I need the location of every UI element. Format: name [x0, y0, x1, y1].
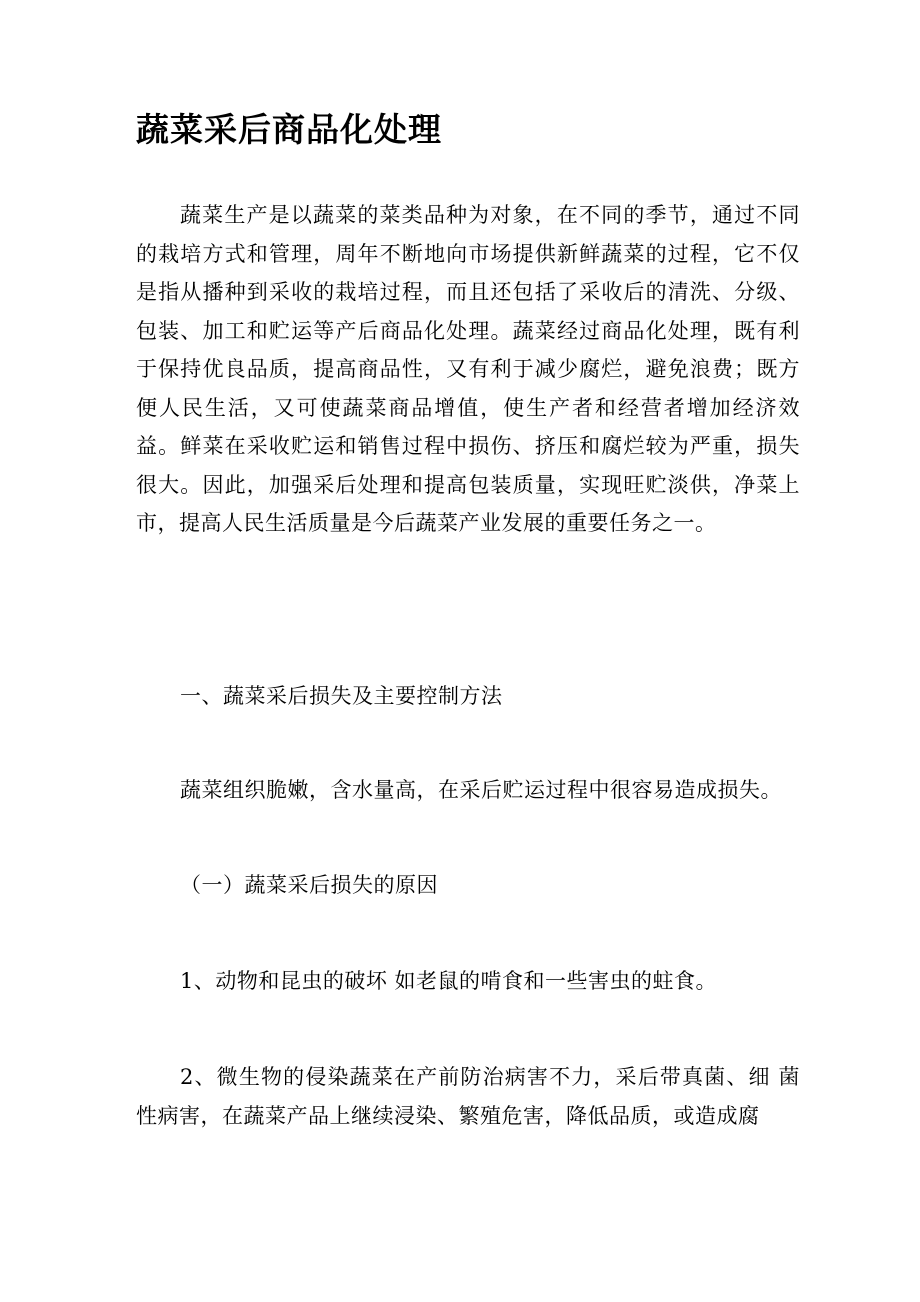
section-heading-1: 一、蔬菜采后损失及主要控制方法 — [180, 684, 503, 708]
list-item-2: 2、微生物的侵染蔬菜在产前防治病害不力，采后带真菌、细 菌性病害，在蔬菜产品上继续浸染、繁殖危害，降低品质，或造成腐 — [136, 1065, 800, 1128]
document-title: 蔬菜采后商品化处理 — [136, 110, 442, 149]
section-paragraph: 蔬菜组织脆嫩，含水量高，在采后贮运过程中很容易造成损失。 — [180, 778, 782, 802]
intro-paragraph: 蔬菜生产是以蔬菜的菜类品种为对象，在不同的季节，通过不同的栽培方式和管理，周年不断地向市场提供新鲜蔬菜的过程，它不仅是指从播种到采收的栽培过程，而且还包括了采收后的清洗、分级、包装、加工和贮运等产后商品化处理。蔬菜经过商品化处理，既有利于保持优良品质，提高商品性，又有利于减少腐烂，避免浪费；既方便人民生活，又可使蔬菜商品增值，使生产者和经营者增加经济效益。鲜菜在采收贮运和销售过程中损伤、挤压和腐烂较为严重，损失很大。因此，加强采后处理和提高包装质量，实现旺贮淡供，净菜上市，提高人民生活质量是今后蔬菜产业发展的重要任务之一。 — [136, 203, 800, 535]
list-item-1: 1、动物和昆虫的破坏 如老鼠的啃食和一些害虫的蛀食。 — [180, 969, 718, 993]
subsection-heading-1: （一）蔬菜采后损失的原因 — [180, 873, 438, 897]
